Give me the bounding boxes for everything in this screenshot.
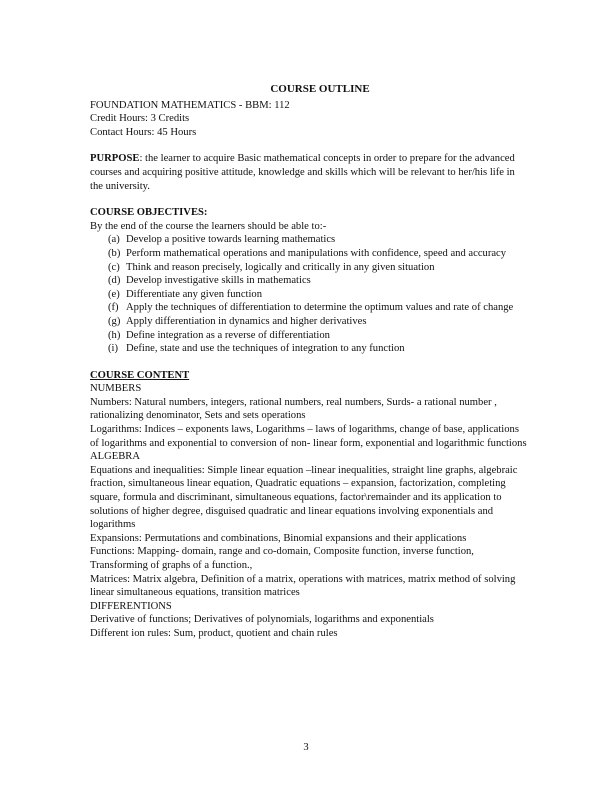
list-item-letter: (a) bbox=[108, 234, 120, 246]
content-functions-text: Functions: Mapping- domain, range and co-domain, Composite function, inverse function, Transforming of graphs of a function., bbox=[90, 546, 474, 571]
page-title: COURSE OUTLINE bbox=[270, 83, 370, 95]
content-logarithms-text: Logarithms: Indices – exponents laws, Logarithms – laws of logarithms, change of base, applications of logarithms and exponential to conversion of non- linear form, exponential and logarithmic functions bbox=[90, 424, 527, 449]
contact-hours-line: Contact Hours: 45 Hours bbox=[90, 126, 197, 138]
list-item-letter: (i) bbox=[108, 343, 118, 355]
list-item-letter: (f) bbox=[108, 302, 119, 314]
spacer bbox=[90, 139, 530, 152]
spacer bbox=[90, 356, 530, 369]
content-rules-text: Different ion rules: Sum, product, quotient and chain rules bbox=[90, 627, 338, 639]
list-item-text: Apply differentiation in dynamics and higher derivatives bbox=[126, 315, 367, 327]
list-item bbox=[108, 247, 530, 261]
list-item bbox=[108, 329, 530, 343]
content-numbers-text: Numbers: Natural numbers, integers, rational numbers, real numbers, Surds- a rational number , rationalizing denominator, Sets and sets operations bbox=[90, 396, 497, 422]
objectives-list bbox=[90, 233, 530, 355]
list-item bbox=[108, 274, 530, 288]
list-item-letter: (d) bbox=[108, 275, 121, 287]
content-section-differentions: DIFFERENTIONS bbox=[90, 600, 172, 612]
list-item-text: Define, state and use the techniques of integration to any function bbox=[126, 343, 405, 355]
purpose-text: : the learner to acquire Basic mathematical concepts in order to prepare for the advanced courses and acquiring positive attitude, knowledge and skills which will be relevant to her/his life in the university. bbox=[90, 153, 515, 192]
purpose-label: PURPOSE bbox=[90, 153, 140, 165]
list-item-text: Apply the techniques of differentiation to determine the optimum values and rate of change bbox=[126, 302, 514, 314]
list-item-text: Develop investigative skills in mathematics bbox=[126, 275, 311, 287]
content-section-algebra: ALGEBRA bbox=[90, 451, 141, 463]
content-section-numbers: NUMBERS bbox=[90, 383, 142, 395]
list-item-text: Perform mathematical operations and manipulations with confidence, speed and accuracy bbox=[126, 247, 507, 259]
content-expansions-text: Expansions: Permutations and combinations, Binomial expansions and their applications bbox=[90, 532, 467, 544]
list-item bbox=[108, 315, 530, 329]
list-item bbox=[108, 342, 530, 356]
list-item-letter: (g) bbox=[108, 315, 121, 327]
objectives-heading: COURSE OBJECTIVES: bbox=[90, 207, 208, 219]
list-item bbox=[108, 288, 530, 302]
objectives-intro: By the end of the course the learners should be able to:- bbox=[90, 220, 327, 232]
list-item-letter: (b) bbox=[108, 247, 121, 259]
list-item-letter: (e) bbox=[108, 288, 120, 300]
purpose-paragraph bbox=[90, 152, 530, 193]
content-derivative-text: Derivative of functions; Derivatives of polynomials, logarithms and exponentials bbox=[90, 614, 434, 626]
spacer bbox=[90, 193, 530, 206]
content-equations-text: Equations and inequalities: Simple linear equation –linear inequalities, straight line graphs, algebraic fraction, simultaneous linear equation, Quadratic equations – expansion, factorization, completing square, formula and discriminant, simultaneous equations, factor\remainder and its application to solutions of higher degree, disguised quadratic and linear equations involving exponentials and logarithms bbox=[90, 464, 518, 531]
list-item-text: Define integration as a reverse of differentiation bbox=[126, 329, 330, 341]
list-item-text: Differentiate any given function bbox=[126, 288, 263, 300]
page-number: 3 bbox=[303, 742, 309, 753]
list-item-letter: (c) bbox=[108, 261, 120, 273]
list-item-text: Think and reason precisely, logically and critically in any given situation bbox=[126, 261, 435, 273]
list-item bbox=[108, 301, 530, 315]
document-page bbox=[90, 83, 530, 641]
list-item bbox=[108, 233, 530, 247]
list-item bbox=[108, 261, 530, 275]
list-item-text: Develop a positive towards learning mathematics bbox=[126, 234, 336, 246]
credit-hours-line: Credit Hours: 3 Credits bbox=[90, 113, 190, 125]
course-code-line: FOUNDATION MATHEMATICS - BBM: 112 bbox=[90, 99, 290, 111]
list-item-letter: (h) bbox=[108, 329, 121, 341]
content-matrices-text: Matrices: Matrix algebra, Definition of a matrix, operations with matrices, matrix method of solving linear simultaneous equations, transition matrices bbox=[90, 573, 516, 599]
content-heading: COURSE CONTENT bbox=[90, 369, 190, 381]
